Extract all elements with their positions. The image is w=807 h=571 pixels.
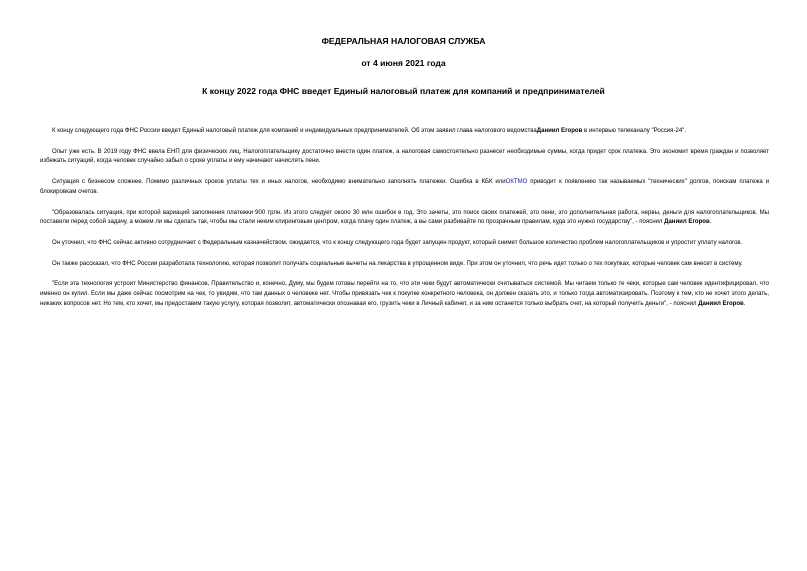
paragraph-text: "Если эта технология устроит Министерство финансов, Правительство и, конечно, Думу, мы будем готовы перейти на то, что эти чеки будут автоматически считываться системой. Мы читаем только те чеки, которые сам человек идентифицировал, что именно он купил. Если мы даже сейчас посмотрим на чек, то увидим, что там данных о человеке нет. Чтобы привязать чек к покупке конкретного человека, он должен сказать это, и только тогда автоматизировать. Поэтому к тем, кто не хочет этого делать, никаких вопросов нет. Но тем, кто хочет, мы предоставим такую услугу, которая позволит, автоматически опознавая его, грузить чеки в Личный кабинет, и за ним останется только выбрать счет, на который получить деньги", - пояснил — [40, 281, 769, 307]
paragraph-3 — [40, 178, 769, 197]
paragraph-1 — [40, 127, 769, 137]
paragraph-text: . — [709, 219, 712, 226]
paragraph-text: приводит к появлению так называемых "технических" долгов, поискам платежа и блокировкам счетов. — [40, 179, 769, 195]
paragraph-4 — [40, 209, 769, 228]
paragraph-7 — [40, 280, 769, 309]
paragraph-5 — [40, 239, 769, 249]
person-name: Даниил Егоров — [698, 300, 744, 307]
paragraph-text: в интервью телеканалу "Россия-24". — [582, 128, 687, 134]
agency-title: ФЕДЕРАЛЬНАЯ НАЛОГОВАЯ СЛУЖБА — [321, 36, 486, 46]
paragraph-text: . — [743, 300, 746, 307]
person-name: Даниил Егоров — [664, 219, 710, 226]
article-body — [40, 127, 769, 320]
paragraph-text: К концу следующего года ФНС России введет Единый налоговый платеж для компаний и индивидуальных предпринимателей. Об этом заявил глава налогового ведомства — [52, 128, 537, 134]
paragraph-text: Он также рассказал, что ФНС России разработала технологию, которая позволит получать социальные вычеты на лекарства в упрощенном виде. При этом он уточнил, что речь идет только о тех покупках, которые человек сам внесет в систему. — [52, 260, 743, 267]
paragraph-text: Ситуация с бизнесом сложнее. Помимо различных сроков уплаты тех и иных налогов, необходимо внимательно заполнять платежки. Ошибка в КБК или — [52, 179, 506, 186]
paragraph-2 — [40, 148, 769, 167]
paragraph-6 — [40, 260, 769, 270]
paragraph-text: Он уточнил, что ФНС сейчас активно сотрудничает с Федеральным казначейством, ожидается, что к концу следующего года будет запущен продукт, который снимет большое количество проблем налогоплательщиков и упростит уплату налогов. — [52, 239, 743, 246]
paragraph-text: Опыт уже есть. В 2019 году ФНС ввела ЕНП для физических лиц. Налогоплательщику достаточно внести один платеж, а налоговая самостоятельно разнесет необходимые суммы, когда придет срок платежа. Это экономит время граждан и позволяет избежать ситуаций, когда человек случайно забыл о сроке уплаты и ему начинают начислять пени. — [40, 148, 769, 165]
document-date: от 4 июня 2021 года — [361, 58, 446, 68]
paragraph-text: "Образовалась ситуация, при которой вариаций заполнения платежки 900 трлн. Из этого следует около 30 млн ошибок в год. Это зачеты, это поиск своих платежей, это пени, это дополнительная работа, нервы, деньги для налогоплательщиков. Мы поставили перед собой задачу, а можем ли мы сделать так, чтобы мы стали неким клиринговым центром, когда плачу один платеж, а вы сами разбивайте по прозрачным правилам, куда это нужно государству", - пояснил — [40, 209, 769, 226]
person-name: Даниил Егоров — [536, 128, 583, 134]
headline: К концу 2022 года ФНС введет Единый налоговый платеж для компаний и предпринимателей — [202, 86, 605, 96]
oktmo-link[interactable]: ОКТМО — [505, 179, 528, 186]
